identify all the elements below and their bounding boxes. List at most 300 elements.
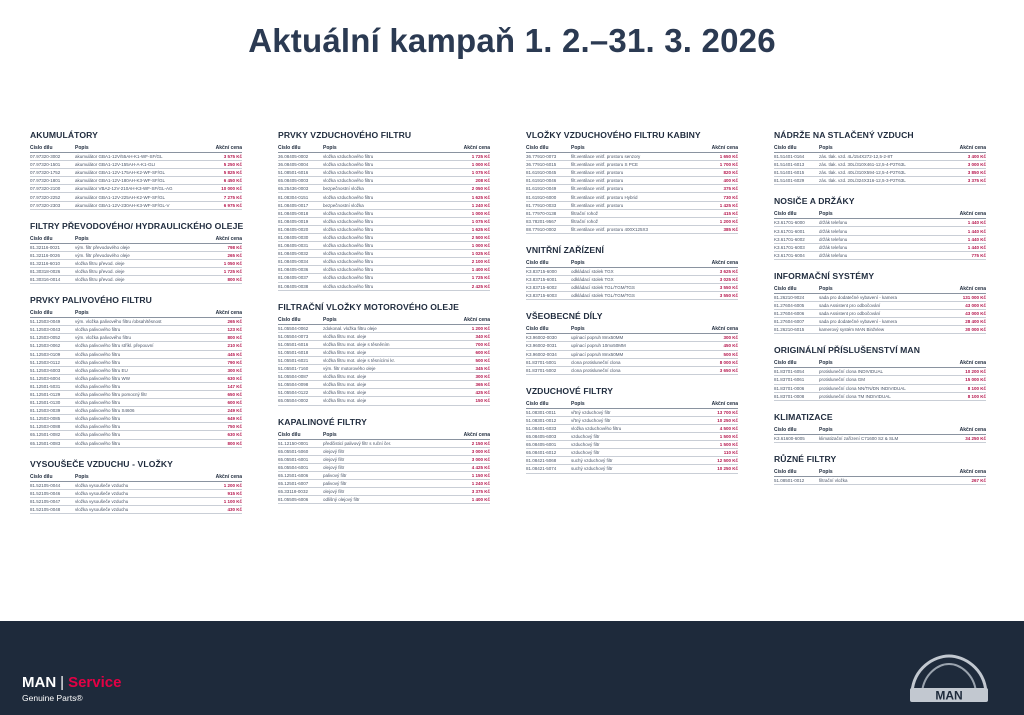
man-service-brand <box>22 674 121 703</box>
part-number: 81.12501-0130 <box>30 400 61 406</box>
table-row <box>278 389 490 397</box>
table-row <box>278 210 490 218</box>
part-number: 51.05504-0062 <box>278 325 309 331</box>
part-number: 81.83701-5001 <box>526 359 557 365</box>
part-number: 81.27604-6006 <box>774 311 805 317</box>
campaign-price: 110 Kč <box>723 450 738 456</box>
part-description: vložka filtru převod. oleje <box>75 260 125 266</box>
campaign-price: 1 025 Kč <box>471 251 490 257</box>
footer-band <box>0 621 1024 715</box>
campaign-price: 600 Kč <box>227 400 242 406</box>
table-row <box>774 161 986 169</box>
header-desc: Popis <box>819 360 833 367</box>
part-description: předčisticí palivový filtr s ruční čer. <box>323 440 392 446</box>
table-row <box>30 482 242 490</box>
table-row <box>30 498 242 506</box>
table-row <box>526 226 738 234</box>
table-row <box>30 326 242 334</box>
table-row <box>774 310 986 318</box>
campaign-price: 1 000 Kč <box>471 162 490 168</box>
table-row <box>774 477 986 485</box>
part-description: klimatizační zařízení C71600 S2 & SLM <box>819 435 899 441</box>
campaign-price: 7 275 Kč <box>223 194 242 200</box>
table-row <box>774 227 986 235</box>
campaign-price: 300 Kč <box>227 367 242 373</box>
table-row <box>526 292 738 300</box>
campaign-price: 3 850 Kč <box>967 170 986 176</box>
table-header <box>774 359 986 368</box>
man-lion-logo <box>904 652 994 704</box>
part-number: 36.77910-0073 <box>526 154 557 160</box>
table-row <box>278 464 490 472</box>
part-description: akumulátor GBA1-12V/55AH-K1-WF-SF/GL <box>75 154 163 160</box>
part-number: 51.12503-0062 <box>30 343 61 349</box>
column-1 <box>30 130 242 525</box>
header-desc: Popis <box>75 310 89 317</box>
campaign-price: 500 Kč <box>723 351 738 357</box>
part-description: filtrační rohož <box>571 210 599 216</box>
part-number: 65.12501-6007 <box>278 481 309 487</box>
campaign-price: 210 Kč <box>227 343 242 349</box>
campaign-price: 1 425 Kč <box>719 202 738 208</box>
section <box>30 221 242 284</box>
campaign-price: 1 400 Kč <box>471 497 490 503</box>
part-number: 51.05504-0073 <box>278 333 309 339</box>
campaign-price: 915 Kč <box>227 490 242 496</box>
part-description: vložka vysoušeče vzduchu <box>75 490 129 496</box>
part-description: držák telefonu <box>819 252 848 258</box>
table-row <box>526 185 738 193</box>
campaign-price: 3 550 Kč <box>719 293 738 299</box>
part-description: bezpečnostní vložka <box>323 186 364 192</box>
table-row <box>526 409 738 417</box>
part-description: vložka vzduchového filtru <box>323 226 374 232</box>
section <box>774 412 986 443</box>
section-title: INFORMAČNÍ SYSTÉMY <box>774 270 875 281</box>
part-description: vložka filtru mot. oleje <box>323 374 367 380</box>
campaign-price: 700 Kč <box>475 341 490 347</box>
part-description: vložka vzduchového filtru <box>571 426 622 432</box>
part-number: 81.52105-0047 <box>30 498 61 504</box>
section-title: RŮZNÉ FILTRY <box>774 453 837 464</box>
part-description: vložka palivového filtru <box>75 432 121 438</box>
table-row <box>526 465 738 473</box>
table-row <box>774 376 986 384</box>
table-header <box>30 235 242 244</box>
table-row <box>278 202 490 210</box>
table-row <box>30 161 242 169</box>
table-row <box>278 349 490 357</box>
header-price: Akční cena <box>463 316 490 323</box>
section-title: AKUMULÁTORY <box>30 130 98 140</box>
table-row <box>526 359 738 367</box>
campaign-price: 340 Kč <box>475 333 490 339</box>
part-number: 51.05501-6016 <box>278 341 309 347</box>
table-row <box>30 153 242 161</box>
table-row <box>526 425 738 433</box>
header-code: Číslo dílu <box>30 310 53 317</box>
part-description: vložka vzduchového filtru <box>323 251 374 257</box>
table-row <box>278 234 490 242</box>
campaign-price: 425 Kč <box>475 390 490 396</box>
part-number: 51.08301-0011 <box>526 409 556 415</box>
part-number: 51.08301-0012 <box>526 417 557 423</box>
campaign-price: 147 Kč <box>227 383 242 389</box>
part-number: 81.51401-6015 <box>774 170 805 176</box>
table-row <box>30 342 242 350</box>
part-description: vložka palivového filtru stříkl. přepouvní <box>75 343 154 349</box>
table-header <box>278 316 490 325</box>
part-description: vložka filtru mot. oleje s těsnícími kr. <box>323 358 396 364</box>
part-number: 81.26210-6015 <box>774 327 805 333</box>
part-description: upínací popruh 8mx50MM <box>571 351 624 357</box>
campaign-price: 1 200 Kč <box>223 482 242 488</box>
section-title: VNITŘNÍ ZAŘÍZENÍ <box>526 244 604 255</box>
part-number: 51.12503-0112 <box>30 359 60 365</box>
table-row <box>526 218 738 226</box>
part-number: 81.32116-6010 <box>30 260 60 266</box>
part-description: sada Assistent pro odbočování <box>819 311 881 317</box>
campaign-price: 3 625 Kč <box>719 268 738 274</box>
campaign-price: 3 575 Kč <box>223 154 242 160</box>
table-header <box>774 468 986 477</box>
campaign-price: 650 Kč <box>227 392 242 398</box>
header-code: Číslo dílu <box>774 145 797 151</box>
part-number: 65.05504-0002 <box>278 398 309 404</box>
part-number: 07.97320-1752 <box>30 170 61 176</box>
part-description: filtrační vložka <box>819 477 848 483</box>
part-number: 81.77970-0138 <box>526 210 557 216</box>
header-price: Akční cena <box>215 473 242 480</box>
campaign-price: 3 400 Kč <box>967 154 986 160</box>
part-number: K3.96002-0031 <box>526 343 557 349</box>
brand-separator: | <box>60 674 65 691</box>
section <box>526 245 738 300</box>
campaign-price: 345 Kč <box>475 366 490 372</box>
campaign-price: 800 Kč <box>227 335 242 341</box>
table-row <box>30 506 242 514</box>
part-description: vložka filtru mot. oleje <box>323 333 367 339</box>
part-number: 36.77910-6015 <box>526 162 557 168</box>
campaign-price: 630 Kč <box>227 432 242 438</box>
campaign-price: 150 Kč <box>475 398 490 404</box>
campaign-price: 500 Kč <box>475 358 490 364</box>
part-description: vložka vysoušeče vzduchu <box>75 482 129 488</box>
table-row <box>774 153 986 161</box>
table-row <box>278 242 490 250</box>
table-row <box>30 375 242 383</box>
part-description: upínací popruh 10mx50MM <box>571 343 626 349</box>
campaign-price: 5 825 Kč <box>223 170 242 176</box>
campaign-price: 13 700 Kč <box>717 409 738 415</box>
campaign-price: 300 Kč <box>723 335 738 341</box>
part-description: vložka vzduchového filtru <box>323 170 374 176</box>
table-row <box>526 202 738 210</box>
campaign-price: 131 000 Kč <box>962 294 986 300</box>
campaign-price: 1 000 Kč <box>471 243 490 249</box>
part-number: 81.52105-0044 <box>30 482 61 488</box>
campaign-price: 798 Kč <box>227 244 242 250</box>
table-row <box>774 326 986 334</box>
part-number: 51.12150-0001 <box>278 440 309 446</box>
part-number: 81.08405-0038 <box>278 283 309 289</box>
campaign-price: 1 440 Kč <box>967 220 986 226</box>
part-number: 65.08405-6001 <box>526 442 557 448</box>
part-description: zás. tlak. vzd. 4L/154X272-12,5-2-8T <box>819 154 893 160</box>
header-desc: Popis <box>819 468 833 475</box>
campaign-price: 8 000 Kč <box>719 359 738 365</box>
part-description: filt.ventilace vnitř. prostoru S PCE <box>571 162 639 168</box>
campaign-price: 1 625 Kč <box>471 226 490 232</box>
campaign-price: 1 625 Kč <box>471 194 490 200</box>
table-row <box>278 218 490 226</box>
table-row <box>30 268 242 276</box>
table-row <box>526 417 738 425</box>
table-row <box>526 367 738 375</box>
campaign-price: 1 075 Kč <box>471 218 490 224</box>
campaign-price: 3 025 Kč <box>719 277 738 283</box>
campaign-price: 267 Kč <box>971 477 986 483</box>
table-header <box>278 431 490 440</box>
campaign-price: 1 440 Kč <box>967 236 986 242</box>
part-number: 81.08421-5068 <box>526 458 557 464</box>
part-number: 81.51401-0164 <box>774 154 805 160</box>
table-row <box>30 193 242 201</box>
part-number: 65.12501-6006 <box>278 472 309 478</box>
part-number: K3.61701-6000 <box>774 220 805 226</box>
campaign-price: 265 Kč <box>227 319 242 325</box>
header-code: Číslo dílu <box>278 145 301 151</box>
table-row <box>278 266 490 274</box>
part-description: vložka vysoušeče vzduchu <box>75 506 129 512</box>
part-description: akumulátor GBA1-12V-155AH-A-K1-GLI <box>75 162 156 168</box>
part-number: 65.08405-0003 <box>278 178 309 184</box>
part-description: protisluneční clona NN/TN/DN INDIVIDUAL <box>819 385 906 391</box>
table-row <box>526 153 738 161</box>
campaign-price: 123 Kč <box>227 327 242 333</box>
part-description: vložka vzduchového filtru <box>323 162 374 168</box>
part-description: vřtný vzduchový filtr <box>571 409 611 415</box>
part-description: vložka palivového filtru <box>75 440 121 446</box>
part-number: 83.78201-9567 <box>526 218 557 224</box>
header-desc: Popis <box>75 145 89 151</box>
section-title: NOSIČE A DRŽÁKY <box>774 196 855 207</box>
part-description: akumulátor GBA1-12V-180AH-K3-WF-SF/GL <box>75 178 166 184</box>
table-row <box>30 383 242 391</box>
table-row <box>774 435 986 443</box>
part-number: 81.83701-6061 <box>774 377 805 383</box>
part-number: 51.08501-0012 <box>774 477 805 483</box>
header-desc: Popis <box>323 316 337 323</box>
part-number: 07.97320-1501 <box>30 162 61 168</box>
part-number: 51.08401-6033 <box>526 426 557 432</box>
campaign-price: 400 Kč <box>723 178 738 184</box>
part-description: filt.ventilace vnitř. prostoru 400X125X3 <box>571 226 649 232</box>
campaign-price: 2 150 Kč <box>471 440 490 446</box>
table-header <box>526 144 738 153</box>
section-title: KAPALINOVÉ FILTRY <box>278 416 367 427</box>
part-description: vložka filtru mot. oleje <box>323 398 367 404</box>
part-number: 07.97320-1801 <box>30 178 61 184</box>
section-title: FILTRY PŘEVODOVÉHO/ HYDRAULICKÉHO OLEJE <box>30 220 244 231</box>
table-header <box>30 309 242 318</box>
campaign-price: 365 Kč <box>475 382 490 388</box>
header-price: Akční cena <box>463 145 490 151</box>
part-description: vložka palivového filtru <box>75 424 121 430</box>
part-description: odlišný olejový filtr <box>323 497 360 503</box>
campaign-price: 1 075 Kč <box>471 170 490 176</box>
part-description: akumulátor GBA1-12V-225AH-K2-WF-SF/GL <box>75 194 166 200</box>
part-description: vzduchový filtr <box>571 434 600 440</box>
campaign-price: 208 Kč <box>475 178 490 184</box>
header-price: Akční cena <box>959 211 986 218</box>
part-number: 81.08304-0151 <box>278 194 309 200</box>
section-title: PRVKY PALIVOVÉHO FILTRU <box>30 295 152 306</box>
part-description: filt.ventilace vnitř. prostoru <box>571 170 624 176</box>
part-number: 51.12503-0052 <box>30 335 61 341</box>
part-description: odkládací stolek TGX <box>571 277 614 283</box>
part-description: odkládací stolek TGX <box>571 268 614 274</box>
table-row <box>526 457 738 465</box>
campaign-price: 450 Kč <box>723 343 738 349</box>
part-description: vložka vzduchového filtru <box>323 154 374 160</box>
table-row <box>278 193 490 201</box>
part-number: K3.83715-6000 <box>526 268 557 274</box>
campaign-price: 1 200 Kč <box>719 218 738 224</box>
table-row <box>278 258 490 266</box>
campaign-price: 10 000 Kč <box>221 186 242 192</box>
table-row <box>774 302 986 310</box>
table-row <box>278 153 490 161</box>
part-description: vložka palivového filtru <box>75 416 121 422</box>
section-title: NÁDRŽE NA STLAČENÝ VZDUCH <box>774 130 914 140</box>
section-title: FILTRAČNÍ VLOŽKY MOTOROVÉHO OLEJE <box>278 301 459 312</box>
campaign-price: 1 500 Kč <box>719 442 738 448</box>
section <box>30 130 242 210</box>
table-row <box>30 359 242 367</box>
part-number: K3.83715-6001 <box>526 277 557 283</box>
part-number: 36.08405-0004 <box>278 162 309 168</box>
campaign-price: 375 Kč <box>723 186 738 192</box>
table-row <box>30 367 242 375</box>
part-description: držák telefonu <box>819 220 848 226</box>
table-header <box>526 325 738 334</box>
part-number: 81.61910-0046 <box>526 178 557 184</box>
header-price: Akční cena <box>959 426 986 433</box>
table-row <box>30 276 242 284</box>
campaign-price: 630 Kč <box>227 375 242 381</box>
part-description: vložka palivového filtru <box>75 400 121 406</box>
table-header <box>774 426 986 435</box>
part-description: filt.ventilace vnitř. prostoru <box>571 202 624 208</box>
header-price: Akční cena <box>215 145 242 151</box>
part-number: 51.08501-6016 <box>278 170 309 176</box>
table-row <box>30 244 242 252</box>
header-code: Číslo dílu <box>526 400 549 407</box>
part-description: vložka filtru mot. oleje s těsněním <box>323 341 390 347</box>
table-row <box>278 283 490 291</box>
part-description: vým. filtr motorového oleje <box>323 366 376 372</box>
campaign-price: 28 400 Kč <box>965 319 986 325</box>
part-number: 81.27604-6007 <box>774 319 805 325</box>
campaign-price: 3 000 Kč <box>471 456 490 462</box>
campaign-price: 34 250 Kč <box>965 435 986 441</box>
campaign-price: 415 Kč <box>723 210 738 216</box>
part-description: suchý vzduchový filtr <box>571 466 613 472</box>
part-description: filt.ventilace vnitř. prostoru Hybrid <box>571 194 638 200</box>
part-description: akumulátor GBA1-12V-230AH-K3-WF-SF/GL-V <box>75 202 170 208</box>
part-description: protisluneční clona TM INDIVIDUAL <box>819 393 891 399</box>
part-number: K3.96002-0030 <box>526 335 557 341</box>
part-description: zdokonal. vložka filtru oleje <box>323 325 377 331</box>
part-number: K3.61600-6005 <box>774 435 805 441</box>
table-header <box>774 285 986 294</box>
section <box>774 271 986 334</box>
part-description: suchý vzduchový filtr <box>571 458 613 464</box>
section-title: VLOŽKY VZDUCHOVÉHO FILTRU KABINY <box>526 130 701 140</box>
table-row <box>30 440 242 448</box>
campaign-price: 1 240 Kč <box>471 481 490 487</box>
section-title: PRVKY VZDUCHOVÉHO FILTRU <box>278 130 412 140</box>
campaign-price: 8 100 Kč <box>967 393 986 399</box>
column-3 <box>526 130 738 485</box>
part-description: protisluneční clona INDIVIDUAL <box>819 369 884 375</box>
part-number: 81.08405-0020 <box>278 226 309 232</box>
part-description: palivový filtr <box>323 472 347 478</box>
header-desc: Popis <box>323 431 337 438</box>
header-code: Číslo dílu <box>774 360 797 367</box>
part-number: 51.05501-7160 <box>278 366 309 372</box>
part-number: 81.61910-6000 <box>526 194 557 200</box>
campaign-price: 1 725 Kč <box>223 268 242 274</box>
campaign-price: 3 375 Kč <box>967 178 986 184</box>
table-row <box>526 433 738 441</box>
campaign-price: 1 200 Kč <box>471 325 490 331</box>
part-description: palivový filtr <box>323 481 347 487</box>
part-number: 65.08401-6012 <box>526 450 557 456</box>
campaign-price: 775 Kč <box>971 252 986 258</box>
part-number: 81.83701-6054 <box>774 369 805 375</box>
section-title: ORIGINÁLNÍ PŘÍSLUŠENSTVÍ MAN <box>774 345 921 356</box>
table-row <box>30 391 242 399</box>
part-description: vložka vzduchového filtru <box>323 234 374 240</box>
section <box>30 459 242 514</box>
man-logo-text: MAN <box>935 688 963 703</box>
brand-subtitle: Genuine Parts® <box>22 693 83 703</box>
table-row <box>278 381 490 389</box>
part-number: 81.12503-0039 <box>30 408 61 414</box>
campaign-price: 1 440 Kč <box>967 228 986 234</box>
campaign-price: 6 975 Kč <box>223 202 242 208</box>
campaign-price: 1 440 Kč <box>967 244 986 250</box>
header-desc: Popis <box>571 400 585 407</box>
table-row <box>278 397 490 405</box>
campaign-price: 300 Kč <box>475 374 490 380</box>
column-4 <box>774 130 986 496</box>
header-price: Akční cena <box>215 310 242 317</box>
section <box>774 345 986 400</box>
part-description: odkládací stolek TGL/TGM/TGS <box>571 293 635 299</box>
part-description: vložka vzduchového filtru <box>323 178 374 184</box>
header-price: Akční cena <box>959 360 986 367</box>
header-desc: Popis <box>75 473 89 480</box>
campaign-price: 445 Kč <box>227 351 242 357</box>
table-header <box>278 144 490 153</box>
part-description: clona protisluneční clona <box>571 359 621 365</box>
table-row <box>526 342 738 350</box>
table-header <box>30 144 242 153</box>
brand-man: MAN <box>22 674 57 691</box>
